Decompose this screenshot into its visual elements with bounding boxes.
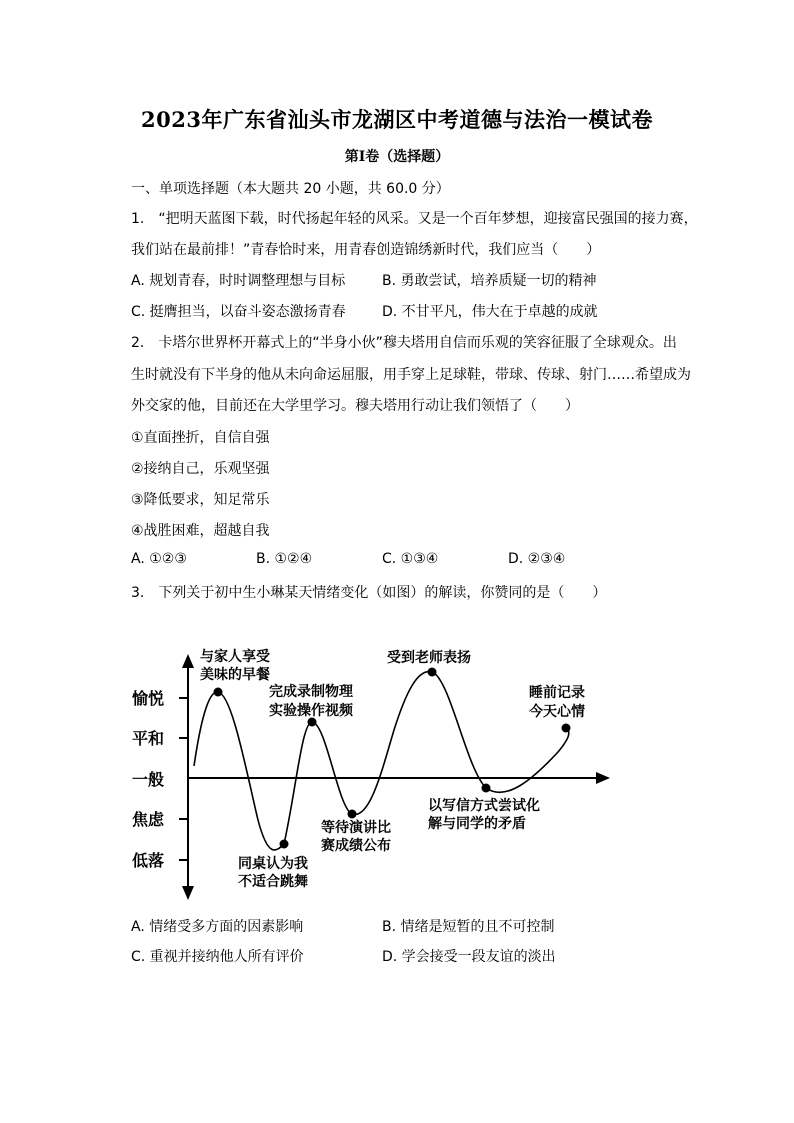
point-letter bbox=[482, 784, 491, 793]
q3-stem: 3. 下列关于初中生小琳某天情绪变化（如图）的解读，你赞同的是（ ） bbox=[131, 585, 607, 601]
event-diary-line2: 今天心情 bbox=[529, 704, 585, 720]
q1-stem-line1: 1. “把明天蓝图下载，时代扬起年轻的风采。又是一个百年梦想，迎接富民强国的接力赛， bbox=[131, 211, 698, 227]
event-letter-line2: 解与同学的矛盾 bbox=[428, 816, 526, 832]
event-dance-line2: 不适合跳舞 bbox=[238, 874, 308, 890]
q3-option-c: C. 重视并接纳他人所有评价 bbox=[131, 949, 304, 965]
section-heading: 一、单项选择题（本大题共 20 小题，共 60.0 分） bbox=[131, 181, 450, 197]
q2-stem-line1: 2. 卡塔尔世界杯开幕式上的“半身小伙”穆夫塔用自信而乐观的笑容征服了全球观众。出 bbox=[131, 335, 677, 351]
q2-statement-1: ①直面挫折，自信自强 bbox=[131, 430, 270, 446]
q1-stem-line2: 我们站在最前排！”青春恰时来，用青春创造锦绣新时代，我们应当（ ） bbox=[131, 242, 601, 258]
level-label-pinghe: 平和 bbox=[132, 729, 165, 748]
y-axis-top-arrow bbox=[182, 654, 194, 668]
event-praise: 受到老师表扬 bbox=[387, 650, 471, 666]
event-letter-line1: 以写信方式尝试化 bbox=[428, 798, 540, 814]
q2-option-d: D. ②③④ bbox=[508, 551, 566, 567]
point-praise bbox=[428, 668, 437, 677]
q2-statement-4: ④战胜困难，超越自我 bbox=[131, 523, 270, 539]
level-label-diluo: 低落 bbox=[132, 851, 165, 870]
q2-stem-line2: 生时就没有下半身的他从未向命运屈服，用手穿上足球鞋，带球、传球、射门……希望成为 bbox=[131, 367, 691, 383]
q1-option-d: D. 不甘平凡，伟大在于卓越的成就 bbox=[382, 304, 598, 320]
q2-option-b: B. ①②④ bbox=[256, 551, 313, 567]
q1-option-a: A. 规划青春，时时调整理想与目标 bbox=[131, 273, 346, 289]
q3-option-b: B. 情绪是短暂的且不可控制 bbox=[382, 919, 555, 935]
q1-option-c: C. 挺膺担当，以奋斗姿态激扬青春 bbox=[131, 304, 346, 320]
point-breakfast bbox=[214, 688, 223, 697]
event-breakfast-line2: 美味的早餐 bbox=[200, 667, 270, 683]
q3-option-d: D. 学会接受一段友谊的淡出 bbox=[382, 949, 556, 965]
x-axis-arrow bbox=[596, 772, 610, 784]
y-axis-bottom-arrow bbox=[182, 886, 194, 900]
event-speech-line1: 等待演讲比 bbox=[321, 820, 391, 836]
exam-title: 2023年广东省汕头市龙湖区中考道德与法治一模试卷 bbox=[141, 107, 653, 132]
volume-heading: 第I卷（选择题） bbox=[344, 149, 450, 165]
q2-stem-line3: 外交家的他，目前还在大学里学习。穆夫塔用行动让我们领悟了（ ） bbox=[131, 398, 579, 414]
event-speech-line2: 赛成绩公布 bbox=[321, 838, 391, 854]
q2-statement-2: ②接纳自己，乐观坚强 bbox=[131, 461, 270, 477]
level-label-yuyue: 愉悦 bbox=[132, 689, 165, 708]
event-dance-line1: 同桌认为我 bbox=[238, 856, 308, 872]
emotion-curve-figure bbox=[120, 630, 620, 905]
q3-option-a: A. 情绪受多方面的因素影响 bbox=[131, 919, 304, 935]
level-label-jiaolv: 焦虑 bbox=[132, 810, 165, 829]
point-speech bbox=[348, 810, 357, 819]
q2-option-c: C. ①③④ bbox=[382, 551, 439, 567]
q2-statement-3: ③降低要求，知足常乐 bbox=[131, 492, 270, 508]
event-video-line1: 完成录制物理 bbox=[269, 684, 353, 700]
point-dance bbox=[280, 840, 289, 849]
q2-option-a: A. ①②③ bbox=[131, 551, 187, 567]
q1-option-b: B. 勇敢尝试，培养质疑一切的精神 bbox=[382, 273, 597, 289]
event-video-line2: 实验操作视频 bbox=[269, 703, 353, 719]
event-breakfast-line1: 与家人享受 bbox=[200, 649, 270, 665]
level-label-yiban: 一般 bbox=[132, 770, 165, 789]
point-diary bbox=[562, 724, 571, 733]
event-diary-line1: 睡前记录 bbox=[529, 685, 585, 701]
